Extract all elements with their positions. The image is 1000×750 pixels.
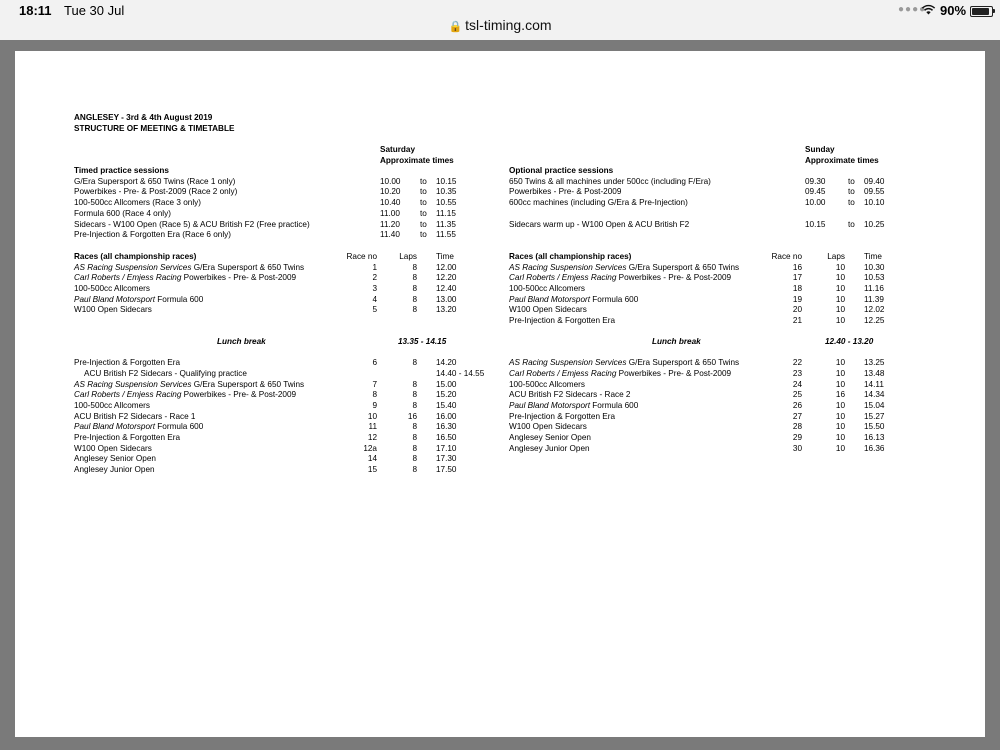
race-name <box>509 401 638 412</box>
race-sponsor: Carl Roberts / Emjess Racing <box>509 369 617 378</box>
sun-col-race-no: Race no <box>771 252 802 261</box>
race-time: 17.50 <box>436 465 457 474</box>
sun-lunch-label: Lunch break <box>652 337 701 346</box>
race-class: G/Era Supersport & 650 Twins <box>191 263 305 272</box>
race-number: 23 <box>792 369 802 378</box>
race-name <box>509 369 731 380</box>
race-class: Powerbikes - Pre- & Post-2009 <box>616 369 732 378</box>
race-sponsor: Paul Bland Motorsport <box>74 295 156 304</box>
race-number: 7 <box>372 380 377 389</box>
race-laps: 8 <box>412 273 417 282</box>
sun-races-heading: Races (all championship races) <box>509 252 632 261</box>
race-number: 12 <box>367 433 377 442</box>
sat-practice-name: G/Era Supersport & 650 Twins (Race 1 only) <box>74 177 236 186</box>
race-time: 13.48 <box>864 369 885 378</box>
race-laps: 8 <box>412 380 417 389</box>
sat-practice-start: 10.00 <box>380 177 401 186</box>
race-time: 13.20 <box>436 305 457 314</box>
race-class: 100-500cc Allcomers <box>509 284 585 293</box>
race-class: W100 Open Sidecars <box>74 305 152 314</box>
race-class: W100 Open Sidecars <box>509 305 587 314</box>
sunday-heading: Sunday <box>805 145 835 154</box>
sat-practice-start: 10.40 <box>380 198 401 207</box>
race-number: 6 <box>372 358 377 367</box>
race-name <box>509 444 590 455</box>
race-time: 16.30 <box>436 422 457 431</box>
sun-practice-end: 10.10 <box>864 198 885 207</box>
race-laps: 10 <box>835 273 845 282</box>
race-laps: 8 <box>412 295 417 304</box>
multitask-dots-icon[interactable]: ●●●● <box>898 4 927 15</box>
sat-practice-start: 11.00 <box>380 209 400 218</box>
race-number: 8 <box>372 390 377 399</box>
sun-practice-name: 600cc machines (including G/Era & Pre-Injection) <box>509 198 688 207</box>
race-name <box>509 273 731 284</box>
race-class: Pre-Injection & Forgotten Era <box>509 316 616 325</box>
race-laps: 16 <box>407 412 417 421</box>
sat-races-heading: Races (all championship races) <box>74 252 197 261</box>
race-number: 10 <box>367 412 377 421</box>
sun-warmup-start: 10.15 <box>805 220 826 229</box>
sat-practice-end: 10.35 <box>436 187 457 196</box>
race-class: Pre-Injection & Forgotten Era <box>74 358 181 367</box>
race-name <box>74 465 155 476</box>
race-name <box>509 390 631 401</box>
race-number: 5 <box>372 305 377 314</box>
sun-practice-start: 10.00 <box>805 198 826 207</box>
race-class: Pre-Injection & Forgotten Era <box>509 412 616 421</box>
race-name <box>84 369 247 380</box>
race-sponsor: AS Racing Suspension Services <box>509 263 627 272</box>
race-laps: 8 <box>412 454 417 463</box>
race-time: 11.16 <box>864 284 884 293</box>
race-time: 15.00 <box>436 380 457 389</box>
sat-practice-to: to <box>420 209 427 218</box>
race-name <box>74 358 180 369</box>
race-laps: 10 <box>835 422 845 431</box>
race-time: 16.13 <box>864 433 885 442</box>
date: Tue 30 Jul <box>64 3 125 18</box>
sun-practice-start: 09.30 <box>805 177 826 186</box>
race-time: 10.30 <box>864 263 885 272</box>
race-class: Anglesey Senior Open <box>74 454 156 463</box>
race-number: 19 <box>792 295 802 304</box>
sun-practice-to: to <box>848 177 855 186</box>
race-class: 100-500cc Allcomers <box>74 401 150 410</box>
race-name <box>509 433 591 444</box>
sat-practice-start: 11.20 <box>380 220 400 229</box>
race-time: 12.20 <box>436 273 457 282</box>
race-sponsor: AS Racing Suspension Services <box>74 380 192 389</box>
race-time: 16.36 <box>864 444 885 453</box>
sat-practice-name: Pre-Injection & Forgotten Era (Race 6 only) <box>74 230 231 239</box>
race-time: 13.00 <box>436 295 457 304</box>
race-laps: 8 <box>412 401 417 410</box>
race-time: 12.25 <box>864 316 885 325</box>
sat-practice-to: to <box>420 177 427 186</box>
race-name <box>74 305 152 316</box>
race-name <box>74 401 150 412</box>
race-laps: 10 <box>835 433 845 442</box>
race-class: 100-500cc Allcomers <box>509 380 585 389</box>
race-time: 14.20 <box>436 358 457 367</box>
race-class: Powerbikes - Pre- & Post-2009 <box>616 273 732 282</box>
saturday-approx-heading: Approximate times <box>380 156 454 165</box>
race-number: 24 <box>792 380 802 389</box>
race-time: 14.11 <box>864 380 884 389</box>
sat-practice-name: 100-500cc Allcomers (Race 3 only) <box>74 198 201 207</box>
race-name <box>509 305 587 316</box>
race-name <box>74 295 203 306</box>
sat-practice-end: 11.35 <box>436 220 456 229</box>
doc-title: ANGLESEY - 3rd & 4th August 2019 <box>74 113 213 122</box>
sunday-approx-heading: Approximate times <box>805 156 879 165</box>
sat-practice-end: 10.55 <box>436 198 457 207</box>
race-number: 26 <box>792 401 802 410</box>
race-sponsor: AS Racing Suspension Services <box>74 263 192 272</box>
race-number: 27 <box>792 412 802 421</box>
race-time: 15.50 <box>864 422 885 431</box>
race-class: Formula 600 <box>590 401 639 410</box>
race-sponsor: AS Racing Suspension Services <box>509 358 627 367</box>
race-number: 29 <box>792 433 802 442</box>
race-laps: 8 <box>412 465 417 474</box>
sat-lunch-time: 13.35 - 14.15 <box>398 337 447 346</box>
sat-practice-end: 11.15 <box>436 209 456 218</box>
race-time: 12.40 <box>436 284 457 293</box>
race-sponsor: Carl Roberts / Emjess Racing <box>74 390 182 399</box>
race-name <box>74 273 296 284</box>
race-number: 2 <box>372 273 377 282</box>
sat-practice-to: to <box>420 187 427 196</box>
race-number: 18 <box>792 284 802 293</box>
race-number: 3 <box>372 284 377 293</box>
race-class: Formula 600 <box>155 422 204 431</box>
sat-lunch-label: Lunch break <box>217 337 266 346</box>
sat-practice-to: to <box>420 198 427 207</box>
sat-col-laps: Laps <box>399 252 417 261</box>
race-class: Formula 600 <box>155 295 204 304</box>
doc-subtitle: STRUCTURE OF MEETING & TIMETABLE <box>74 124 235 133</box>
race-laps: 10 <box>835 444 845 453</box>
battery-percentage: 90% <box>940 3 967 18</box>
lock-icon: 🔒 <box>448 21 463 33</box>
race-name <box>74 284 150 295</box>
race-number: 14 <box>367 454 377 463</box>
sat-practice-start: 10.20 <box>380 187 401 196</box>
race-laps: 10 <box>835 316 845 325</box>
race-laps: 10 <box>835 401 845 410</box>
race-name <box>74 412 196 423</box>
race-laps: 10 <box>835 380 845 389</box>
race-name <box>74 433 180 444</box>
race-name <box>509 284 585 295</box>
race-name <box>74 390 296 401</box>
race-name <box>74 444 152 455</box>
race-time: 11.39 <box>864 295 884 304</box>
race-name <box>509 316 615 327</box>
race-laps: 8 <box>412 284 417 293</box>
race-number: 16 <box>792 263 802 272</box>
race-time: 15.20 <box>436 390 457 399</box>
race-class: ACU British F2 Sidecars - Qualifying practice <box>84 369 247 378</box>
sat-practice-name: Sidecars - W100 Open (Race 5) & ACU British F2 (Free practice) <box>74 220 310 229</box>
race-number: 4 <box>372 295 377 304</box>
race-sponsor: Carl Roberts / Emjess Racing <box>509 273 617 282</box>
sun-practice-name: 650 Twins & all machines under 500cc (including F/Era) <box>509 177 711 186</box>
race-laps: 8 <box>412 305 417 314</box>
race-number: 21 <box>792 316 802 325</box>
sun-practice-end: 09.40 <box>864 177 885 186</box>
race-time: 15.27 <box>864 412 885 421</box>
sat-practice-name: Powerbikes - Pre- & Post-2009 (Race 2 only) <box>74 187 238 196</box>
race-time: 14.40 - 14.55 <box>436 369 485 378</box>
race-time: 15.40 <box>436 401 457 410</box>
race-laps: 8 <box>412 263 417 272</box>
race-sponsor: Paul Bland Motorsport <box>74 422 156 431</box>
race-time: 17.30 <box>436 454 457 463</box>
race-name <box>74 422 203 433</box>
race-number: 1 <box>372 263 377 272</box>
race-sponsor: Paul Bland Motorsport <box>509 295 591 304</box>
race-number: 28 <box>792 422 802 431</box>
saturday-heading: Saturday <box>380 145 416 154</box>
race-name <box>509 412 615 423</box>
sun-practice-name: Powerbikes - Pre- & Post-2009 <box>509 187 622 196</box>
race-laps: 8 <box>412 433 417 442</box>
race-laps: 10 <box>835 305 845 314</box>
race-number: 22 <box>792 358 802 367</box>
race-class: Anglesey Junior Open <box>509 444 590 453</box>
race-time: 16.50 <box>436 433 457 442</box>
sat-practice-end: 10.15 <box>436 177 457 186</box>
race-laps: 10 <box>835 295 845 304</box>
race-class: Powerbikes - Pre- & Post-2009 <box>181 390 297 399</box>
sun-col-time: Time <box>864 252 882 261</box>
race-sponsor: Carl Roberts / Emjess Racing <box>74 273 182 282</box>
race-time: 13.25 <box>864 358 885 367</box>
race-time: 17.10 <box>436 444 457 453</box>
race-class: W100 Open Sidecars <box>74 444 152 453</box>
race-number: 9 <box>372 401 377 410</box>
race-name <box>509 380 585 391</box>
sat-practice-end: 11.55 <box>436 230 456 239</box>
race-time: 10.53 <box>864 273 885 282</box>
sat-col-time: Time <box>436 252 454 261</box>
race-number: 25 <box>792 390 802 399</box>
race-class: 100-500cc Allcomers <box>74 284 150 293</box>
race-laps: 8 <box>412 390 417 399</box>
race-sponsor: Paul Bland Motorsport <box>509 401 591 410</box>
race-class: G/Era Supersport & 650 Twins <box>626 358 740 367</box>
race-laps: 10 <box>835 263 845 272</box>
sun-warmup-to: to <box>848 220 855 229</box>
race-class: Formula 600 <box>590 295 639 304</box>
race-name <box>74 380 304 391</box>
race-number: 15 <box>367 465 377 474</box>
race-name <box>509 358 739 369</box>
race-number: 20 <box>792 305 802 314</box>
race-laps: 10 <box>835 284 845 293</box>
race-class: ACU British F2 Sidecars - Race 1 <box>74 412 196 421</box>
race-laps: 16 <box>835 390 845 399</box>
race-time: 14.34 <box>864 390 885 399</box>
race-number: 11 <box>368 422 377 431</box>
race-time: 15.04 <box>864 401 885 410</box>
sat-practice-to: to <box>420 220 427 229</box>
race-name <box>509 263 739 274</box>
clock: 18:11 <box>19 3 52 18</box>
sat-practice-name: Formula 600 (Race 4 only) <box>74 209 171 218</box>
race-time: 16.00 <box>436 412 457 421</box>
sat-col-race-no: Race no <box>346 252 377 261</box>
sun-lunch-time: 12.40 - 13.20 <box>825 337 874 346</box>
sun-warmup-name: Sidecars warm up - W100 Open & ACU British F2 <box>509 220 690 229</box>
race-class: ACU British F2 Sidecars - Race 2 <box>509 390 631 399</box>
sun-practice-to: to <box>848 187 855 196</box>
race-name <box>509 422 587 433</box>
sat-practice-to: to <box>420 230 427 239</box>
sat-practice-start: 11.40 <box>380 230 400 239</box>
race-laps: 8 <box>412 444 417 453</box>
race-name <box>74 454 156 465</box>
sun-practice-heading: Optional practice sessions <box>509 166 614 175</box>
race-class: Powerbikes - Pre- & Post-2009 <box>181 273 297 282</box>
race-number: 30 <box>792 444 802 453</box>
race-class: W100 Open Sidecars <box>509 422 587 431</box>
sun-warmup-end: 10.25 <box>864 220 885 229</box>
race-class: G/Era Supersport & 650 Twins <box>626 263 740 272</box>
race-laps: 10 <box>835 369 845 378</box>
sun-practice-end: 09.55 <box>864 187 885 196</box>
race-laps: 10 <box>835 358 845 367</box>
race-number: 12a <box>363 444 377 453</box>
sun-col-laps: Laps <box>827 252 845 261</box>
race-class: G/Era Supersport & 650 Twins <box>191 380 305 389</box>
race-class: Anglesey Junior Open <box>74 465 155 474</box>
url-text: tsl-timing.com <box>465 17 552 33</box>
sat-practice-heading: Timed practice sessions <box>74 166 169 175</box>
race-name <box>74 263 304 274</box>
sun-practice-start: 09.45 <box>805 187 826 196</box>
race-laps: 8 <box>412 422 417 431</box>
race-class: Pre-Injection & Forgotten Era <box>74 433 181 442</box>
race-laps: 8 <box>412 358 417 367</box>
race-name <box>509 295 638 306</box>
race-class: Anglesey Senior Open <box>509 433 591 442</box>
sun-practice-to: to <box>848 198 855 207</box>
race-time: 12.00 <box>436 263 457 272</box>
race-time: 12.02 <box>864 305 885 314</box>
race-number: 17 <box>792 273 802 282</box>
race-laps: 10 <box>835 412 845 421</box>
